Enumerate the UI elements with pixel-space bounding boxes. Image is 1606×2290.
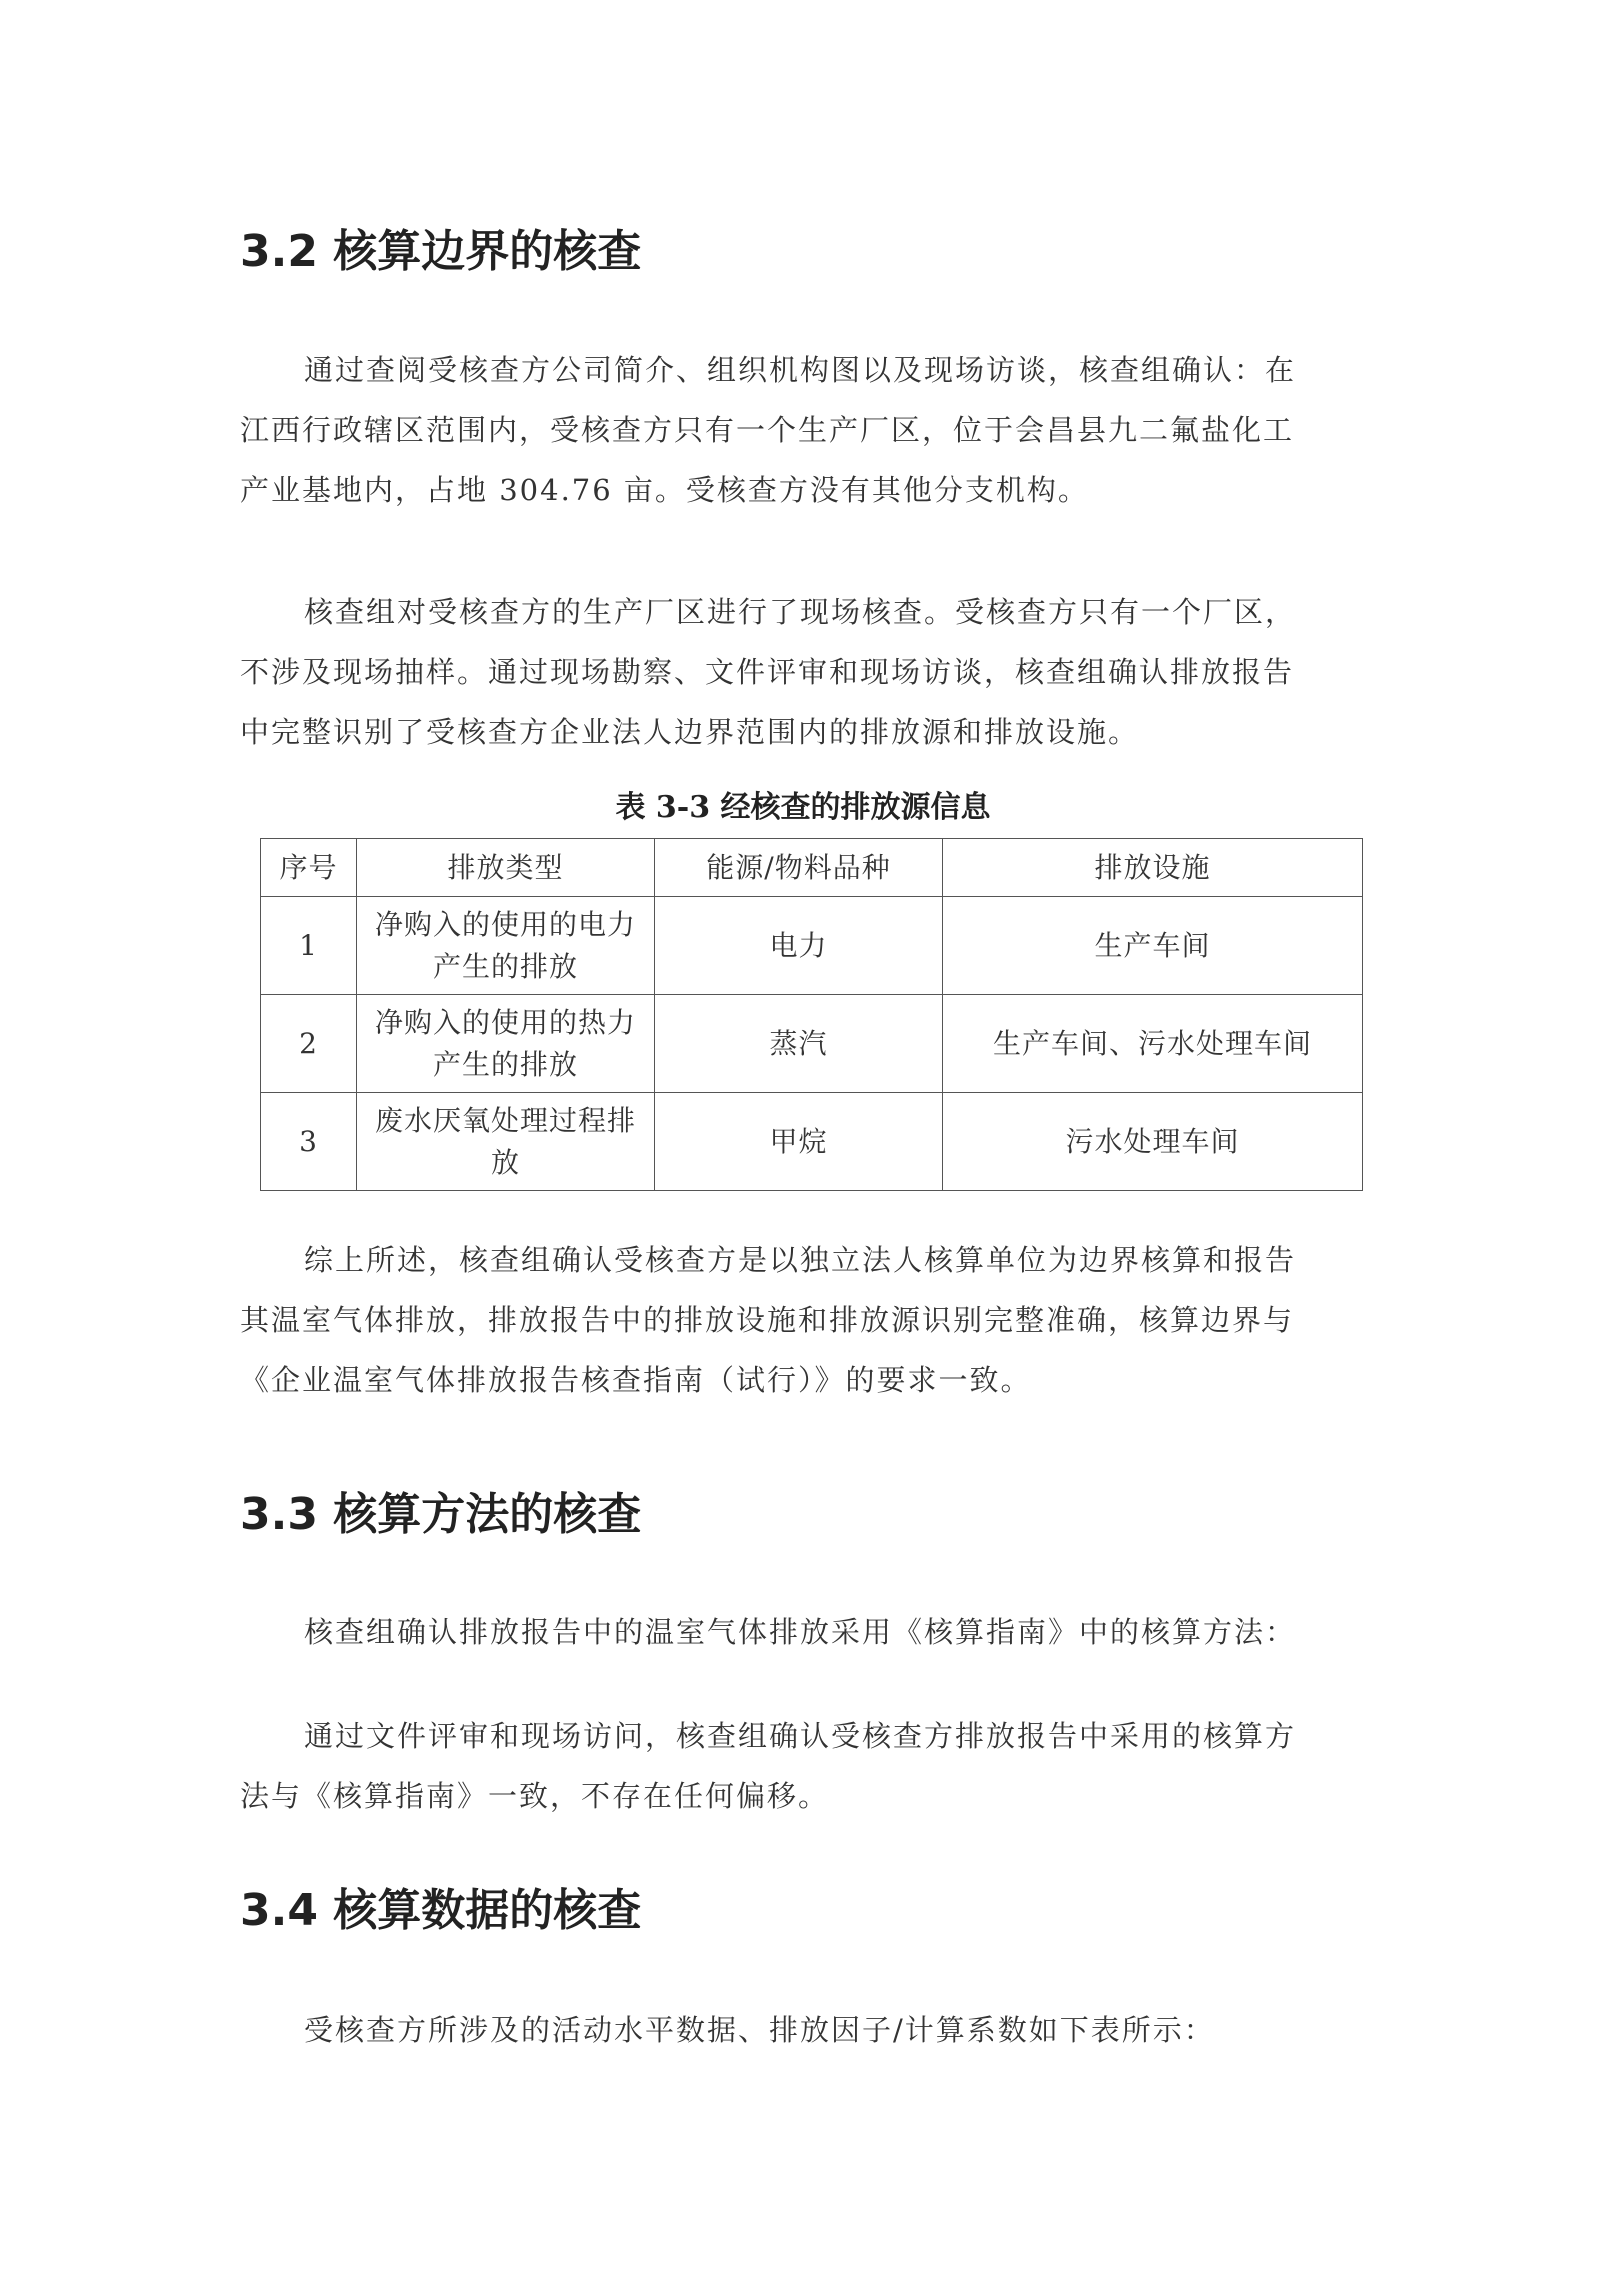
cell-energy: 电力 xyxy=(655,897,943,995)
cell-type-line: 废水厌氧处理过程排 xyxy=(374,1103,636,1137)
paragraph-method-conclusion xyxy=(240,1706,1368,1826)
header-facility: 排放设施 xyxy=(943,839,1363,897)
cell-no: 3 xyxy=(261,1093,357,1191)
cell-type-line: 产生的排放 xyxy=(432,1047,578,1081)
table-row xyxy=(261,897,1363,995)
paragraph-data-intro xyxy=(240,2000,1368,2060)
text-line: 江西行政辖区范围内，受核查方只有一个生产厂区，位于会昌县九二氟盐化工 xyxy=(240,413,1295,447)
cell-type xyxy=(357,995,655,1093)
header-energy: 能源/物料品种 xyxy=(655,839,943,897)
cell-type-line: 净购入的使用的热力 xyxy=(374,1005,636,1039)
paragraph-boundary-intro xyxy=(240,340,1368,520)
table-row xyxy=(261,995,1363,1093)
section-heading-3-3: 3.3 核算方法的核查 xyxy=(240,1489,642,1540)
cell-type-line: 净购入的使用的电力 xyxy=(374,907,636,941)
text-line: 法与《核算指南》一致，不存在任何偏移。 xyxy=(240,1779,830,1813)
text-line: 核查组确认排放报告中的温室气体排放采用《核算指南》中的核算方法： xyxy=(304,1615,1297,1649)
text-line: 核查组对受核查方的生产厂区进行了现场核查。受核查方只有一个厂区， xyxy=(304,595,1297,629)
text-line: 中完整识别了受核查方企业法人边界范围内的排放源和排放设施。 xyxy=(240,715,1140,749)
text-line: 受核查方所涉及的活动水平数据、排放因子/计算系数如下表所示： xyxy=(304,2013,1215,2047)
text-line: 《企业温室气体排放报告核查指南（试行）》的要求一致。 xyxy=(240,1363,1032,1397)
cell-energy: 蒸汽 xyxy=(655,995,943,1093)
cell-no: 2 xyxy=(261,995,357,1093)
header-type: 排放类型 xyxy=(357,839,655,897)
cell-facility: 生产车间 xyxy=(943,897,1363,995)
cell-type-line: 放 xyxy=(490,1145,520,1179)
emission-source-table xyxy=(260,838,1363,1191)
paragraph-site-inspection xyxy=(240,582,1368,762)
text-line: 其温室气体排放，排放报告中的排放设施和排放源识别完整准确，核算边界与 xyxy=(240,1303,1295,1337)
paragraph-boundary-conclusion xyxy=(240,1230,1368,1410)
table-caption: 表 3-3 经核查的排放源信息 xyxy=(615,790,991,825)
cell-no: 1 xyxy=(261,897,357,995)
section-heading-3-4: 3.4 核算数据的核查 xyxy=(240,1885,642,1936)
section-heading-3-2: 3.2 核算边界的核查 xyxy=(240,226,642,277)
cell-energy: 甲烷 xyxy=(655,1093,943,1191)
text-line: 产业基地内，占地 304.76 亩。受核查方没有其他分支机构。 xyxy=(240,473,1089,507)
text-line: 通过查阅受核查方公司简介、组织机构图以及现场访谈，核查组确认：在 xyxy=(304,353,1297,387)
paragraph-method-statement xyxy=(240,1602,1368,1662)
cell-type xyxy=(357,897,655,995)
text-line: 通过文件评审和现场访问，核查组确认受核查方排放报告中采用的核算方 xyxy=(304,1719,1297,1753)
cell-facility: 污水处理车间 xyxy=(943,1093,1363,1191)
text-line: 不涉及现场抽样。通过现场勘察、文件评审和现场访谈，核查组确认排放报告 xyxy=(240,655,1295,689)
header-no: 序号 xyxy=(261,839,357,897)
cell-type-line: 产生的排放 xyxy=(432,949,578,983)
cell-type xyxy=(357,1093,655,1191)
table-row xyxy=(261,1093,1363,1191)
text-line: 综上所述，核查组确认受核查方是以独立法人核算单位为边界核算和报告 xyxy=(304,1243,1297,1277)
table-header-row xyxy=(261,839,1363,897)
cell-facility: 生产车间、污水处理车间 xyxy=(943,995,1363,1093)
